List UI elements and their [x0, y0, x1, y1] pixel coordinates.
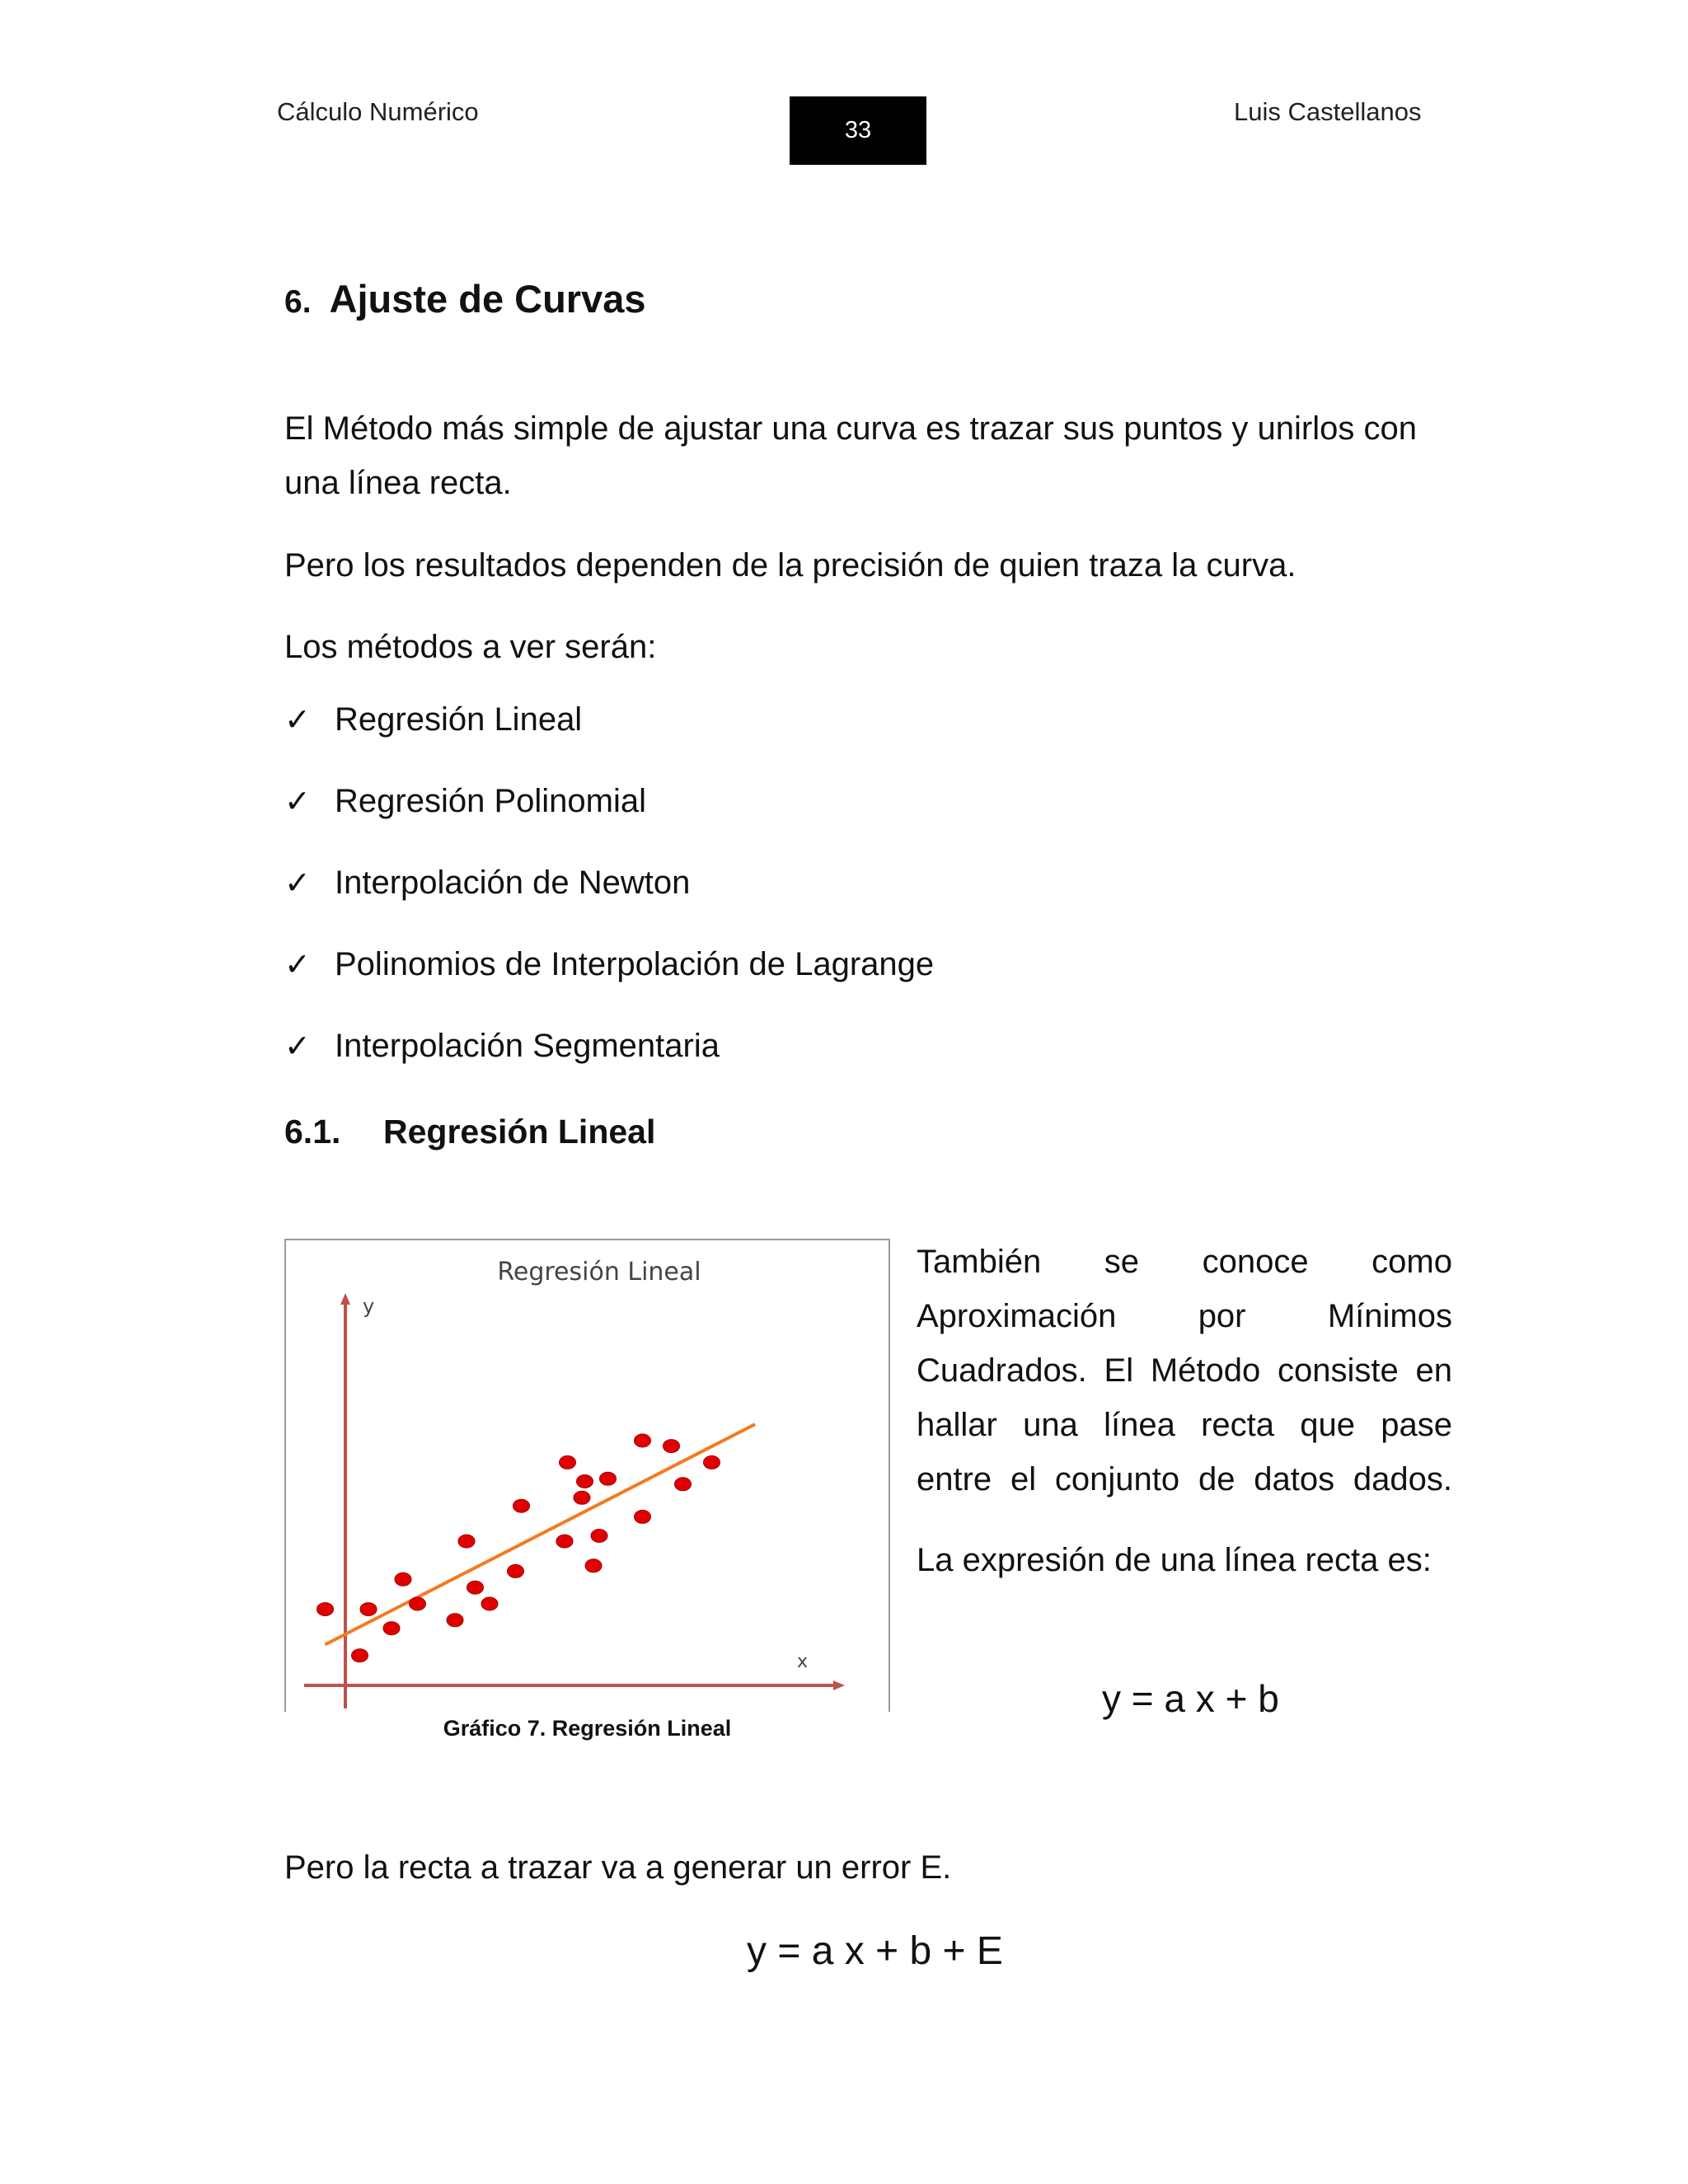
- data-point: [467, 1581, 484, 1594]
- regression-line: [326, 1424, 756, 1644]
- data-point: [675, 1478, 692, 1491]
- methods-intro: Los métodos a ver serán:: [284, 629, 657, 665]
- method-description: También se conoce como Aproximación por Mínimos Cuadrados. El Método consiste en hallar una línea recta que pase entre el conjunto de datos dados.: [917, 1244, 1452, 1497]
- list-item: [284, 946, 934, 1028]
- data-point: [635, 1510, 651, 1523]
- data-point: [635, 1434, 651, 1447]
- data-point: [481, 1597, 498, 1610]
- x-axis-arrow: [833, 1680, 845, 1690]
- data-point: [352, 1649, 368, 1662]
- checkmark-icon: ✓: [284, 703, 311, 738]
- method-label: Interpolación de Newton: [335, 865, 691, 901]
- list-item: [284, 783, 934, 865]
- method-label: Regresión Lineal: [335, 701, 583, 738]
- page-number-box: [790, 96, 926, 165]
- y-axis-arrow: [340, 1293, 350, 1305]
- subsection-number: 6.1.: [284, 1113, 341, 1151]
- section-number: 6.: [284, 284, 312, 320]
- section-title: Ajuste de Curvas: [329, 277, 646, 321]
- data-point: [458, 1535, 475, 1548]
- precision-paragraph: Pero los resultados dependen de la precisión de quien traza la curva.: [284, 547, 1296, 583]
- checkmark-icon: ✓: [284, 785, 311, 819]
- data-point: [360, 1603, 377, 1616]
- checkmark-icon: ✓: [284, 948, 311, 982]
- data-point: [600, 1472, 617, 1485]
- checkmark-icon: ✓: [284, 1029, 311, 1064]
- error-formula: y = a x + b + E: [747, 1929, 1003, 1973]
- data-point: [663, 1440, 680, 1453]
- data-point: [574, 1491, 590, 1504]
- data-point: [447, 1614, 463, 1627]
- regression-chart: [286, 1240, 889, 1713]
- list-item: [284, 865, 934, 946]
- data-points: [317, 1434, 720, 1662]
- intro-paragraph: El Método más simple de ajustar una curva es trazar sus puntos y unirlos con una línea recta.: [284, 410, 1417, 501]
- data-point: [560, 1455, 576, 1469]
- x-axis-label: x: [797, 1652, 809, 1672]
- error-paragraph: Pero la recta a trazar va a generar un error E.: [284, 1849, 952, 1886]
- list-item: [284, 1028, 934, 1109]
- data-point: [317, 1603, 334, 1616]
- header-course-title: Cálculo Numérico: [277, 97, 479, 126]
- checkmark-icon: ✓: [284, 866, 311, 901]
- y-axis-label: y: [363, 1295, 375, 1318]
- line-expression-text: La expresión de una línea recta es:: [917, 1542, 1432, 1578]
- subsection-heading: [284, 1113, 655, 1151]
- subsection-title: Regresión Lineal: [383, 1113, 656, 1151]
- data-point: [410, 1597, 426, 1610]
- method-label: Polinomios de Interpolación de Lagrange: [335, 946, 935, 982]
- data-point: [591, 1530, 607, 1543]
- data-point: [383, 1622, 400, 1635]
- list-item: [284, 701, 934, 783]
- method-label: Interpolación Segmentaria: [335, 1028, 720, 1064]
- figure-caption: Gráfico 7. Regresión Lineal: [443, 1716, 732, 1741]
- section-heading: [284, 276, 646, 321]
- header-author: Luis Castellanos: [1234, 97, 1422, 126]
- data-point: [508, 1564, 524, 1577]
- methods-list: [284, 701, 934, 1109]
- method-label: Regresión Polinomial: [335, 783, 646, 819]
- data-point: [556, 1535, 573, 1548]
- data-point: [577, 1475, 593, 1488]
- regression-figure: [284, 1239, 890, 1712]
- line-formula: y = a x + b: [1102, 1677, 1279, 1720]
- page-number: 33: [844, 117, 872, 143]
- chart-title: Regresión Lineal: [497, 1258, 701, 1286]
- data-point: [704, 1455, 720, 1469]
- data-point: [513, 1499, 530, 1512]
- data-point: [395, 1572, 411, 1586]
- data-point: [585, 1559, 602, 1572]
